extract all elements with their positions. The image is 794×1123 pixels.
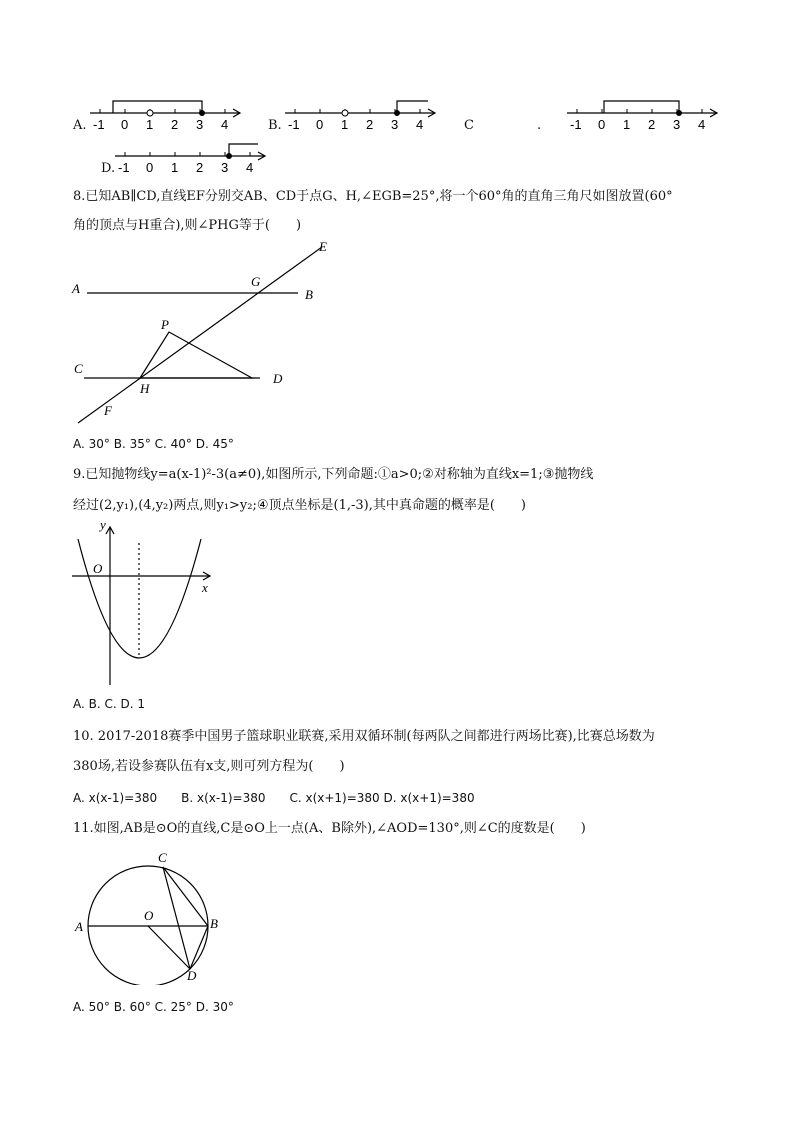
q7-option-c-label: C: [464, 118, 474, 133]
svg-text:-1: -1: [288, 117, 300, 132]
svg-text:4: 4: [698, 117, 706, 132]
svg-text:x: x: [202, 580, 208, 595]
svg-text:A: A: [75, 919, 83, 934]
svg-text:F: F: [104, 403, 112, 418]
svg-text:3: 3: [391, 117, 399, 132]
q9-question-line-2: 经过(2,y₁),(4,y₂)两点,则y₁>y₂;④顶点坐标是(1,-3),其中真命题的概率是( ): [73, 498, 526, 513]
svg-text:B: B: [305, 287, 313, 302]
q7-number-line-d: [113, 137, 273, 177]
svg-text:4: 4: [246, 160, 254, 175]
q7-number-line-b: [283, 94, 443, 134]
q10-options: A. x(x-1)=380 B. x(x-1)=380 C. x(x+1)=380 D. x(x+1)=380: [73, 791, 475, 805]
q8-options: A. 30° B. 35° C. 40° D. 45°: [73, 437, 234, 451]
svg-text:1: 1: [171, 160, 179, 175]
svg-text:2: 2: [196, 160, 204, 175]
svg-text:-1: -1: [118, 160, 130, 175]
q8-question-line-1: 8.已知AB∥CD,直线EF分别交AB、CD于点G、H,∠EGB=25°,将一个60°角的直角三角尺如图放置(60°: [73, 189, 673, 204]
q7-option-b-label: B.: [268, 118, 282, 133]
svg-text:4: 4: [416, 117, 424, 132]
svg-text:3: 3: [196, 117, 204, 132]
q11-circle-figure: [68, 845, 238, 985]
svg-text:-1: -1: [93, 117, 105, 132]
svg-text:C: C: [74, 361, 83, 376]
svg-text:2: 2: [648, 117, 656, 132]
svg-text:0: 0: [316, 117, 324, 132]
svg-text:P: P: [161, 317, 169, 332]
svg-text:O: O: [144, 908, 154, 923]
svg-text:1: 1: [341, 117, 349, 132]
svg-text:1: 1: [146, 117, 154, 132]
svg-text:G: G: [251, 274, 261, 289]
svg-text:2: 2: [171, 117, 179, 132]
svg-text:0: 0: [146, 160, 154, 175]
svg-text:3: 3: [221, 160, 229, 175]
svg-text:O: O: [93, 561, 103, 576]
q7-number-line-c: [565, 94, 725, 134]
svg-text:B: B: [210, 916, 218, 931]
q9-question-line-1: 9.已知抛物线y=a(x-1)²-3(a≠0),如图所示,下列命题:①a>0;②对称轴为直线x=1;③抛物线: [73, 467, 594, 482]
svg-text:0: 0: [121, 117, 129, 132]
svg-text:3: 3: [673, 117, 681, 132]
svg-text:H: H: [140, 381, 150, 396]
q7-option-c-dot: .: [537, 118, 542, 133]
q9-options: A. B. C. D. 1: [73, 697, 145, 711]
q10-question-line-1: 10. 2017-2018赛季中国男子篮球职业联赛,采用双循环制(每两队之间都进行两场比赛),比赛总场数为: [73, 729, 655, 744]
q11-options: A. 50° B. 60° C. 25° D. 30°: [73, 1000, 234, 1014]
q9-parabola-figure: [62, 515, 222, 690]
svg-text:4: 4: [221, 117, 229, 132]
svg-text:-1: -1: [570, 117, 582, 132]
q11-question-line-1: 11.如图,AB是⊙O的直线,C是⊙O上一点(A、B除外),∠AOD=130°,则∠C的度数是( ): [73, 821, 586, 836]
svg-text:C: C: [158, 850, 167, 865]
q10-question-line-2: 380场,若设参赛队伍有x支,则可列方程为( ): [73, 759, 345, 774]
svg-text:A: A: [72, 281, 80, 296]
svg-text:E: E: [319, 239, 327, 254]
svg-text:0: 0: [598, 117, 606, 132]
svg-text:D: D: [187, 968, 197, 983]
q7-option-a-label: A.: [73, 118, 87, 133]
svg-text:1: 1: [623, 117, 631, 132]
svg-text:y: y: [100, 517, 106, 532]
svg-text:D: D: [273, 371, 283, 386]
svg-text:2: 2: [366, 117, 374, 132]
q7-option-d-label: D.: [101, 161, 116, 176]
q8-geometry-figure: [60, 235, 350, 425]
q8-question-line-2: 角的顶点与H重合),则∠PHG等于( ): [73, 218, 302, 233]
q7-number-line-a: [88, 94, 248, 134]
